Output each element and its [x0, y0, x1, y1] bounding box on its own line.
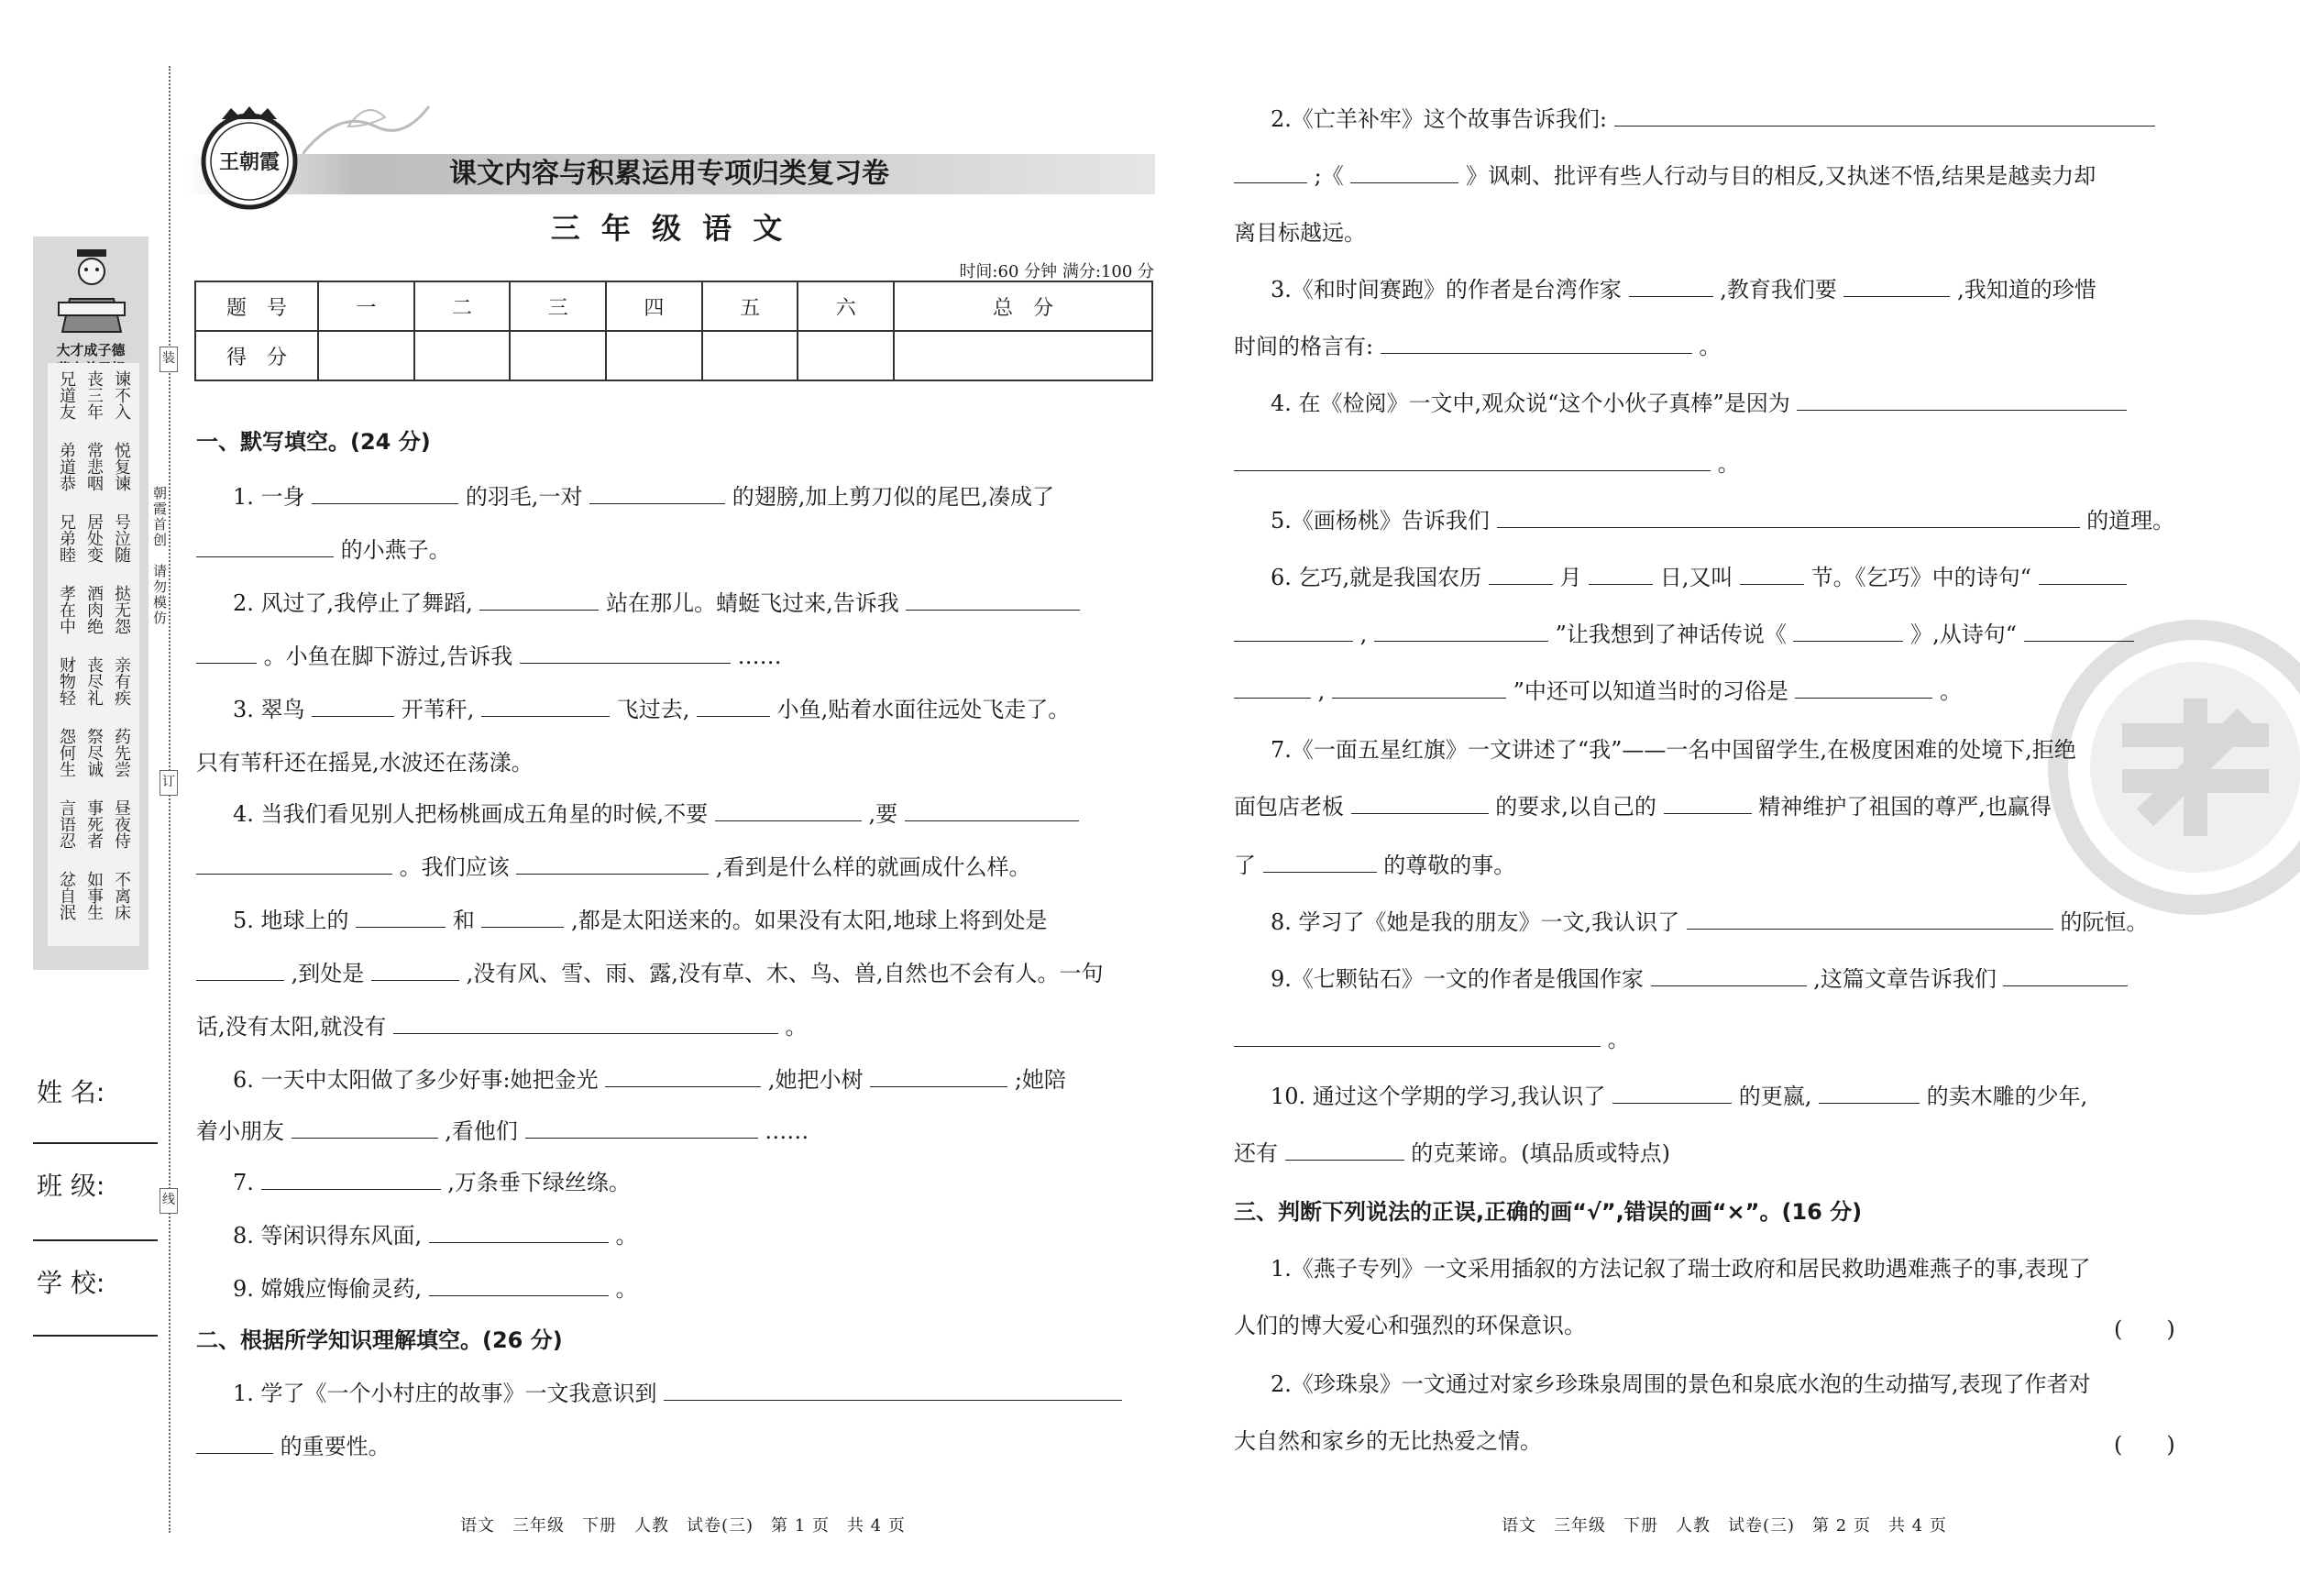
answer-blank[interactable] [1740, 564, 1804, 585]
name-field[interactable] [33, 1142, 158, 1144]
question-line [1271, 1082, 2087, 1111]
answer-blank[interactable] [1793, 621, 1903, 642]
text: 了 [1234, 853, 1256, 878]
text: 5. 地球上的 [233, 908, 349, 933]
answer-blank[interactable] [1843, 276, 1950, 297]
text: 4. 当我们看见别人把杨桃画成五角星的时候,不要 [233, 801, 709, 827]
score-cell[interactable] [894, 331, 1152, 380]
text: ,这篇文章告诉我们 [1813, 966, 1997, 992]
text: 3. 翠鸟 [233, 697, 305, 722]
question-line [1234, 851, 1515, 880]
question-line [1234, 1025, 1630, 1054]
text: 的卖木雕的少年, [1926, 1084, 2088, 1109]
question-line [196, 853, 1031, 882]
school-field[interactable] [33, 1335, 158, 1337]
text: 。 [785, 1014, 808, 1040]
text: 2. 风过了,我停止了舞蹈, [233, 590, 473, 616]
text: ,看他们 [445, 1118, 518, 1144]
score-header-cell: 一 [318, 281, 414, 331]
answer-blank[interactable] [356, 907, 446, 928]
answer-blank[interactable] [393, 1013, 778, 1034]
text: 还有 [1234, 1140, 1278, 1166]
question-line: 2.《珍珠泉》一文通过对家乡珍珠泉周围的景色和泉底水泡的生动描写,表现了作者对 [1271, 1371, 2091, 1397]
text: ,万条垂下绿丝绦。 [447, 1170, 631, 1195]
score-cell[interactable] [606, 331, 702, 380]
answer-blank[interactable] [1234, 677, 1311, 699]
question-line [233, 1274, 637, 1304]
page-footer-right: 语文 三年级 下册 人教 试卷(三) 第 2 页 共 4 页 [1502, 1516, 1947, 1535]
answer-blank[interactable] [1589, 564, 1653, 585]
exam-subtitle: 三 年 级 语 文 [550, 211, 788, 246]
answer-blank[interactable] [664, 1380, 1122, 1401]
question-line [1271, 506, 2174, 535]
text: ,没有风、雪、雨、露,没有草、木、鸟、兽,自然也不会有人。一句 [466, 961, 1104, 986]
motto-column: 丧三年 [84, 370, 104, 420]
text: 3.《和时间赛跑》的作者是台湾作家 [1271, 277, 1622, 303]
question-line [1234, 620, 2134, 649]
motto-column: 常悲咽 [84, 442, 104, 491]
text: 开苇秆, [401, 697, 475, 722]
motto-column: 药先尝 [112, 728, 131, 777]
score-header-cell: 总 分 [894, 281, 1152, 331]
text: ”中还可以知道当时的习俗是 [1513, 678, 1788, 704]
answer-blank[interactable] [1497, 507, 2080, 528]
answer-blank[interactable] [1629, 276, 1713, 297]
motto-column: 言语忍 [57, 799, 76, 849]
answer-blank[interactable] [2039, 564, 2127, 585]
motto-column: 不离床 [112, 871, 131, 920]
text: 1. 学了《一个小村庄的故事》一文我意识到 [233, 1381, 657, 1406]
answer-blank[interactable] [1234, 1026, 1601, 1047]
motto-column: 孝在中 [57, 585, 76, 634]
score-header-cell: 六 [798, 281, 894, 331]
motto-column: 居处变 [84, 513, 104, 563]
answer-blank[interactable] [1374, 621, 1548, 642]
text: ”让我想到了神话传说《 [1555, 622, 1787, 647]
text: …… [765, 1118, 809, 1144]
question-line [1234, 332, 1721, 361]
answer-blank[interactable] [1664, 793, 1752, 814]
text: 9. 嫦娥应悔偷灵药, [233, 1276, 423, 1302]
question-line [196, 1432, 391, 1461]
answer-blank[interactable] [525, 1117, 758, 1139]
motto-column: 忿自泯 [57, 871, 76, 920]
answer-blank[interactable] [906, 589, 1080, 611]
answer-blank[interactable] [1687, 908, 2053, 930]
text: ,教育我们要 [1720, 277, 1837, 303]
motto-column: 悦复谏 [112, 442, 131, 491]
score-cell[interactable] [414, 331, 511, 380]
question-line [1271, 275, 2096, 304]
answer-blank[interactable] [715, 800, 862, 821]
class-field[interactable] [33, 1239, 158, 1241]
text: 着小朋友 [196, 1118, 284, 1144]
motto-column: 号泣随 [112, 513, 131, 563]
text: 的重要性。 [280, 1434, 391, 1459]
score-cell[interactable] [798, 331, 894, 380]
answer-blank[interactable] [1797, 390, 2127, 411]
motto-column: 挞无怨 [112, 585, 131, 634]
text: 精神维护了祖国的尊严,也赢得 [1758, 794, 2052, 820]
text: ,她把小树 [767, 1067, 864, 1093]
text: 》讽刺、批评有些人行动与目的相反,又执迷不悟,结果是越卖力却 [1466, 163, 2096, 189]
score-header-row [195, 281, 1152, 331]
text: 9.《七颗钻石》一文的作者是俄国作家 [1271, 966, 1644, 992]
answer-blank[interactable] [429, 1222, 609, 1243]
motto-column: 亲有疾 [112, 656, 131, 706]
text: ;她陪 [1014, 1067, 1066, 1093]
text: 小鱼,贴着水面往远处飞走了。 [776, 697, 1071, 722]
score-cell[interactable] [510, 331, 606, 380]
text: 的羽毛,一对 [465, 484, 583, 510]
text: 。 [1940, 678, 1963, 704]
text: 。 [1607, 1027, 1630, 1052]
question-line [1234, 449, 1740, 479]
text: 飞过去, [616, 697, 690, 722]
question-line [196, 1117, 809, 1146]
answer-parentheses[interactable]: ( ) [2114, 1432, 2175, 1458]
answer-blank[interactable] [1651, 965, 1807, 986]
answer-blank[interactable] [1795, 677, 1932, 699]
score-header-cell: 二 [414, 281, 511, 331]
logo-text: 王朝霞 [218, 150, 281, 174]
question-line [196, 535, 451, 565]
text: 。 [1699, 334, 1722, 359]
answer-blank[interactable] [1332, 677, 1506, 699]
question-line [233, 1065, 1066, 1095]
vertical-note: 朝霞首创 请勿模仿 [151, 486, 168, 626]
answer-blank[interactable] [1263, 852, 1377, 873]
motto-column: 兄道友 [57, 370, 76, 420]
question-line [1271, 964, 2128, 994]
motto-column: 弟道恭 [57, 442, 76, 491]
text: 。 [1717, 451, 1740, 477]
question-line [233, 1379, 1122, 1408]
text: 2.《亡羊补牢》这个故事告诉我们: [1271, 106, 1607, 132]
motto-column: 酒肉绝 [84, 585, 104, 634]
motto-column: 谏不入 [112, 370, 131, 420]
answer-blank[interactable] [870, 1066, 1007, 1087]
answer-blank[interactable] [1285, 1139, 1404, 1161]
question-line [1271, 105, 2155, 134]
question-line: 1.《燕子专列》一文采用插叙的方法记叙了瑞士政府和居民救助遇难燕子的事,表现了 [1271, 1256, 2091, 1282]
answer-blank[interactable] [481, 907, 564, 928]
answer-blank[interactable] [371, 960, 459, 981]
answer-blank[interactable] [312, 696, 394, 717]
exam-meta: 时间:60 分钟 满分:100 分 [959, 262, 1154, 281]
answer-blank[interactable] [605, 1066, 761, 1087]
score-cell[interactable] [318, 331, 414, 380]
motto-column: 如事生 [84, 871, 104, 920]
question-line [233, 799, 1079, 829]
text: 的翅膀,加上剪刀似的尾巴,凑成了 [732, 484, 1054, 510]
text: 的克莱谛。(填品质或特点) [1411, 1140, 1671, 1166]
motto-column: 丧尽礼 [84, 656, 104, 706]
text: 。 [615, 1223, 638, 1249]
text: ,看到是什么样的就画成什么样。 [715, 854, 1031, 880]
question-line: 只有苇秆还在摇晃,水波还在荡漾。 [196, 750, 534, 776]
text: 10. 通过这个学期的学习,我认识了 [1271, 1084, 1606, 1109]
question-line [1271, 563, 2127, 592]
motto-column: 事死者 [84, 799, 104, 849]
question-line [1234, 677, 1962, 706]
score-header-cell: 四 [606, 281, 702, 331]
question-line [1271, 908, 2148, 937]
question-line [1271, 389, 2127, 418]
answer-blank[interactable] [1350, 162, 1458, 183]
text: 话,没有太阳,就没有 [196, 1014, 387, 1040]
question-line [233, 695, 1070, 724]
answer-blank[interactable] [516, 853, 709, 875]
text: 4. 在《检阅》一文中,观众说“这个小伙子真棒”是因为 [1271, 391, 1790, 416]
binding-line [169, 66, 171, 1533]
question-line: 7.《一面五星红旗》一文讲述了“我”——一名中国留学生,在极度困难的处境下,拒绝 [1271, 737, 2076, 763]
question-line [233, 1168, 631, 1197]
answer-blank[interactable] [481, 696, 610, 717]
text: 的道理。 [2086, 508, 2175, 534]
class-label: 班 级: [37, 1171, 105, 1201]
answer-blank[interactable] [429, 1275, 609, 1296]
answer-blank[interactable] [1819, 1083, 1920, 1104]
text: 月 [1559, 565, 1582, 590]
motto-column: 祭尽诚 [84, 728, 104, 777]
text: 时间的格言有: [1234, 334, 1374, 359]
answer-blank[interactable] [1234, 450, 1711, 471]
answer-blank[interactable] [1612, 1083, 1732, 1104]
text: , [1359, 622, 1368, 647]
text: 。 [615, 1276, 638, 1302]
answer-blank[interactable] [2003, 965, 2128, 986]
text: 8. 等闲识得东风面, [233, 1223, 423, 1249]
score-table [194, 281, 1153, 381]
motto-column: 怨何生 [57, 728, 76, 777]
answer-blank[interactable] [312, 483, 458, 504]
text: ,到处是 [291, 961, 365, 986]
binding-mark: 线 [160, 1188, 178, 1214]
answer-blank[interactable] [905, 800, 1079, 821]
question-line [233, 589, 1080, 618]
exam-title: 课文内容与积累运用专项归类复习卷 [449, 158, 889, 190]
motto-column: 财物轻 [57, 656, 76, 706]
answer-blank[interactable] [479, 589, 599, 611]
question-line [233, 1221, 637, 1250]
answer-blank[interactable] [196, 853, 392, 875]
text: ,我知道的珍惜 [1957, 277, 2096, 303]
answer-blank[interactable] [1489, 564, 1553, 585]
answer-blank[interactable] [261, 1169, 441, 1190]
score-header-cell: 三 [510, 281, 606, 331]
question-line [233, 906, 1047, 935]
question-line [196, 642, 782, 671]
text: ,都是太阳送来的。如果没有太阳,地球上将到处是 [571, 908, 1048, 933]
score-value-row [195, 331, 1152, 380]
question-line [196, 1012, 808, 1041]
motto-column: 兄弟睦 [57, 513, 76, 563]
answer-blank[interactable] [292, 1117, 438, 1139]
question-line [233, 482, 1054, 512]
question-line [1234, 792, 2052, 821]
score-header-cell: 题 号 [195, 281, 318, 331]
text: 面包店老板 [1234, 794, 1344, 820]
text: 。小鱼在脚下游过,告诉我 [263, 644, 513, 669]
school-label: 学 校: [37, 1268, 105, 1298]
text: 8. 学习了《她是我的朋友》一文,我认识了 [1271, 909, 1680, 935]
answer-blank[interactable] [1234, 621, 1353, 642]
text: , [1317, 678, 1326, 704]
motto-column: 昼夜侍 [112, 799, 131, 849]
binding-mark: 装 [160, 347, 178, 372]
answer-blank[interactable] [1351, 793, 1489, 814]
question-line [1234, 1139, 1670, 1168]
text: 的要求,以自己的 [1495, 794, 1656, 820]
answer-blank[interactable] [1614, 105, 2155, 127]
section-heading: 一、默写填空。(24 分) [196, 429, 431, 455]
section-heading: 二、根据所学知识理解填空。(26 分) [196, 1327, 563, 1353]
text: 节。《乞巧》中的诗句“ [1810, 565, 2031, 590]
text: 站在那儿。蜻蜓飞过来,告诉我 [606, 590, 899, 616]
answer-blank[interactable] [1381, 333, 1692, 354]
text: 5.《画杨桃》告诉我们 [1271, 508, 1490, 534]
question-line: 大自然和家乡的无比热爱之情。 [1234, 1428, 1542, 1454]
answer-blank[interactable] [2024, 621, 2134, 642]
question-line [196, 959, 1103, 988]
text: ,要 [868, 801, 898, 827]
answer-blank[interactable] [589, 483, 725, 504]
section-heading: 三、判断下列说法的正误,正确的画“√”,错误的画“×”。(16 分) [1234, 1199, 1863, 1225]
binding-mark: 订 [160, 770, 178, 796]
scholar-illustration [50, 244, 134, 336]
score-cell[interactable] [702, 331, 798, 380]
text: ;《 [1314, 163, 1344, 189]
text: 》,从诗句“ [1910, 622, 2018, 647]
text: 日,又叫 [1659, 565, 1733, 590]
motto-box [48, 363, 139, 946]
text: 的尊敬的事。 [1383, 853, 1516, 878]
text: 6. 乞巧,就是我国农历 [1271, 565, 1482, 590]
answer-blank[interactable] [196, 643, 257, 664]
question-line: 离目标越远。 [1234, 220, 1366, 246]
text: 和 [452, 908, 475, 933]
text: 1. 一身 [233, 484, 305, 510]
text: 6. 一天中太阳做了多少好事:她把金光 [233, 1067, 599, 1093]
question-line: 人们的博大爱心和强烈的环保意识。 [1234, 1313, 1586, 1338]
text: 的更嬴, [1738, 1084, 1812, 1109]
answer-blank[interactable] [196, 960, 284, 981]
name-label: 姓 名: [37, 1077, 105, 1107]
score-row-label: 得 分 [195, 331, 318, 380]
text: 7. [233, 1170, 254, 1195]
answer-blank[interactable] [1234, 162, 1307, 183]
answer-parentheses[interactable]: ( ) [2114, 1316, 2175, 1342]
text: …… [737, 644, 782, 669]
text: 的小燕子。 [340, 537, 451, 563]
answer-blank[interactable] [196, 1433, 273, 1454]
answer-blank[interactable] [520, 643, 731, 664]
text: 。我们应该 [399, 854, 510, 880]
question-line [1234, 161, 2096, 191]
score-header-cell: 五 [702, 281, 798, 331]
side-caption-line: 大才成子德 [56, 342, 126, 358]
answer-blank[interactable] [196, 536, 334, 557]
text: 的阮恒。 [2060, 909, 2149, 935]
page-footer-left: 语文 三年级 下册 人教 试卷(三) 第 1 页 共 4 页 [460, 1516, 906, 1535]
answer-blank[interactable] [697, 696, 770, 717]
